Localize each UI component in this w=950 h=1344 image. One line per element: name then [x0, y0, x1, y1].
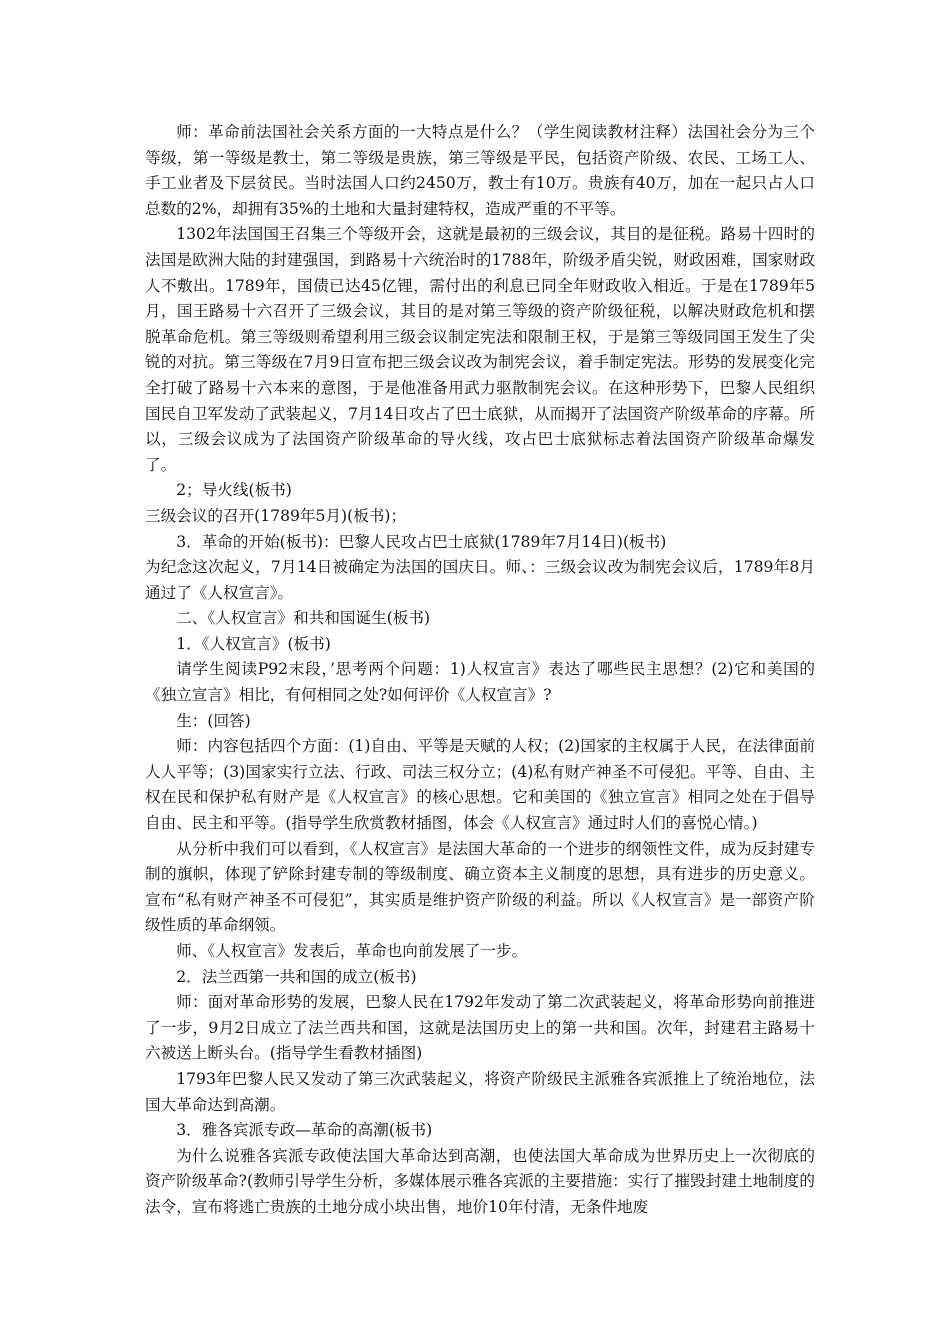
- paragraph-18: 为什么说雅各宾派专政使法国大革命达到高潮，也使法国大革命成为世界历史上一次彻底的资产阶级革命?(教师引导学生分析，多媒体展示雅各宾派的主要措施：实行了摧毁封建土地制度的法令，宣布将逃亡贵族的土地分成小块出售，地价10年付清，无条件地废: [145, 1146, 815, 1216]
- paragraph-1: 师：革命前法国社会关系方面的一大特点是什么？（学生阅读教材注释）法国社会分为三个等级，第一等级是教士，第二等级是贵族，第三等级是平民，包括资产阶级、农民、工场工人、手工业者及下层贫民。当时法国人口约2450万，教士有10万。贵族有40万，加在一起只占人口总数的2%，却拥有35%的土地和大量封建特权，造成严重的不平等。: [145, 123, 815, 218]
- subheading-2: 2．法兰西第一共和国的成立(板书): [176, 967, 417, 986]
- paragraph-13: 师、《人权宣言》发表后，革命也向前发展了一步。: [176, 942, 528, 960]
- paragraph-16: 1793年巴黎人民又发动了第三次武装起义，将资产阶级民主派雅各宾派推上了统治地位，法国大革命达到高潮。: [145, 1069, 815, 1114]
- paragraph-15: 师：面对革命形势的发展，巴黎人民在1792年发动了第二次武装起义，将革命形势向前推进了一步，9月2日成立了法兰西共和国，这就是法国历史上的第一共和国。次年，封建君主路易十六被送上断头台。(指导学生看教材插图): [145, 993, 815, 1063]
- paragraph-10: 生：(回答): [176, 711, 251, 730]
- paragraph-6: 为纪念这次起义，7月14日被确定为法国的国庆日。师、：三级会议改为制宪会议后，1789年8月通过了《人权宣言》。: [145, 558, 815, 602]
- paragraph-11: 师：内容包括四个方面：(1)自由、平等是天赋的人权；(2)国家的主权属于人民，在法律面前人人平等；(3)国家实行立法、行政、司法三权分立；(4)私有财产神圣不可侵犯。平等、自由、主权在民和保护私有财产是《人权宣言》的核心思想。它和美国的《独立宣言》相同之处在于倡导自由、民主和平等。(指导学生欣赏教材插图，体会《人权宣言》通过时人们的喜悦心情。): [145, 737, 815, 833]
- document-page: [145, 120, 815, 1221]
- paragraph-3: 2；导火线(板书): [176, 481, 292, 500]
- paragraph-4: 三级会议的召开(1789年5月)(板书)；: [145, 506, 407, 525]
- paragraph-9: 请学生阅读P92末段，’思考两个问题：1)人权宣言》表达了哪些民主思想？(2)它和美国的《独立宣言》相比，有何相同之处?如何评价《人权宣言》?: [145, 660, 815, 705]
- subheading-3: 3．雅各宾派专政—革命的高潮(板书): [176, 1121, 433, 1140]
- paragraph-2: 1302年法国国王召集三个等级开会，这就是最初的三级会议，其目的是征税。路易十四时的法国是欧洲大陆的封建强国，到路易十六统治时的1788年，阶级矛盾尖锐，财政困难，国家财政人不敷出。1789年，国债已达45亿锂，需付出的利息已同全年财政收入相近。于是在1789年5月，国王路易十六召开了三级会议，其目的是对第三等级的资产阶级征税，以解决财政危机和摆脱革命危机。第三等级则希望利用三级会议制定宪法和限制王权，于是第三等级同国王发生了尖锐的对抗。第三等级在7月9日宣布把三级会议改为制宪会议，着手制定宪法。形势的发展变化完全打破了路易十六本来的意图，于是他准备用武力驱散制宪会议。在这种形势下，巴黎人民组织国民自卫军发动了武装起义，7月14日攻占了巴士底狱，从而揭开了法国资产阶级革命的序幕。所以，三级会议成为了法国资产阶级革命的导火线，攻占巴士底狱标志着法国资产阶级革命爆发了。: [145, 225, 815, 474]
- subheading-1: 1．《人权宣言》(板书): [176, 634, 331, 653]
- section-heading-2: 二、《人权宣言》和共和国诞生(板书): [176, 609, 431, 628]
- paragraph-12: 从分析中我们可以看到，《人权宣言》是法国大革命的一个进步的纲领性文件，成为反封建专制的旗帜，体现了铲除封建专制的等级制度、确立资本主义制度的思想，具有进步的历史意义。宣布“私有财产神圣不可侵犯”，其实质是维护资产阶级的利益。所以《人权宣言》是一部资产阶级性质的革命纲领。: [145, 839, 815, 935]
- paragraph-5: 3．革命的开始(板书)：巴黎人民攻占巴士底狱(1789年7月14日)(板书): [176, 532, 667, 551]
